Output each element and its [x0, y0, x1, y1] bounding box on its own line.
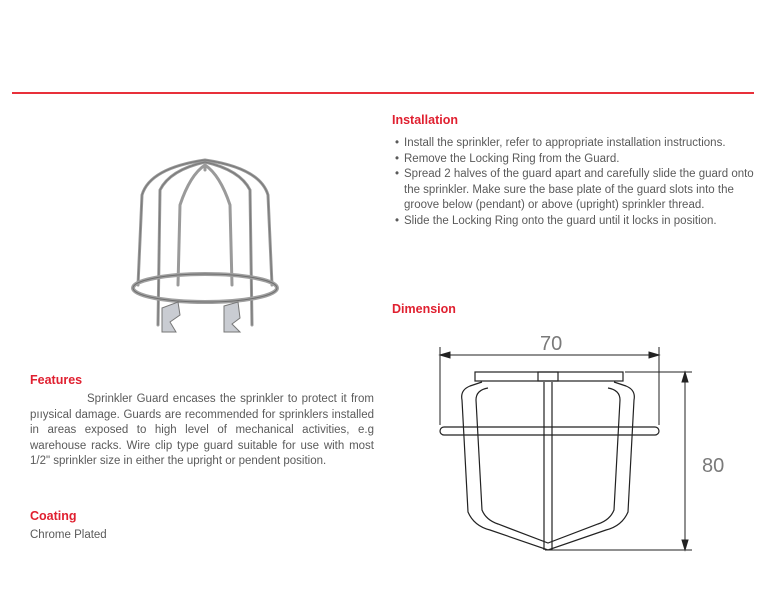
features-text: Sprinkler Guard encases the sprinkler to protect it from pııysical damage. Guards are recommended for sprinklers installed in areas exposed to high level of mechanical activities, e.g warehouse racks. Wire clip type guard suitable for use with most 1/2" sprinkler size in either the upright or pendent position.: [30, 393, 374, 467]
dimension-lines: [440, 347, 692, 550]
installation-heading: Installation: [392, 113, 458, 127]
cage-clips: [162, 302, 240, 332]
features-heading: Features: [30, 373, 83, 387]
installation-step: • Slide the Locking Ring onto the guard until it locks in position.: [395, 214, 765, 230]
installation-step: • Spread 2 halves of the guard apart and carefully slide the guard onto the sprinkler. Make sure the base plate of the guard slots into the groove below (pendant) or above (upright) sprinkler thread.: [395, 167, 765, 214]
coating-heading: Coating: [30, 509, 77, 523]
installation-step: • Install the sprinkler, refer to appropriate installation instructions.: [395, 136, 765, 152]
dimension-drawing: [420, 330, 760, 560]
header-divider: [12, 92, 754, 94]
installation-step: • Remove the Locking Ring from the Guard.: [395, 152, 765, 168]
guard-outline: [440, 372, 659, 550]
coating-value: Chrome Plated: [30, 529, 107, 541]
installation-steps: [395, 136, 765, 229]
dimension-heading: Dimension: [392, 302, 456, 316]
product-photo: [120, 150, 290, 340]
width-dimension-label: 70: [540, 333, 563, 355]
height-dimension-label: 80: [702, 455, 725, 477]
